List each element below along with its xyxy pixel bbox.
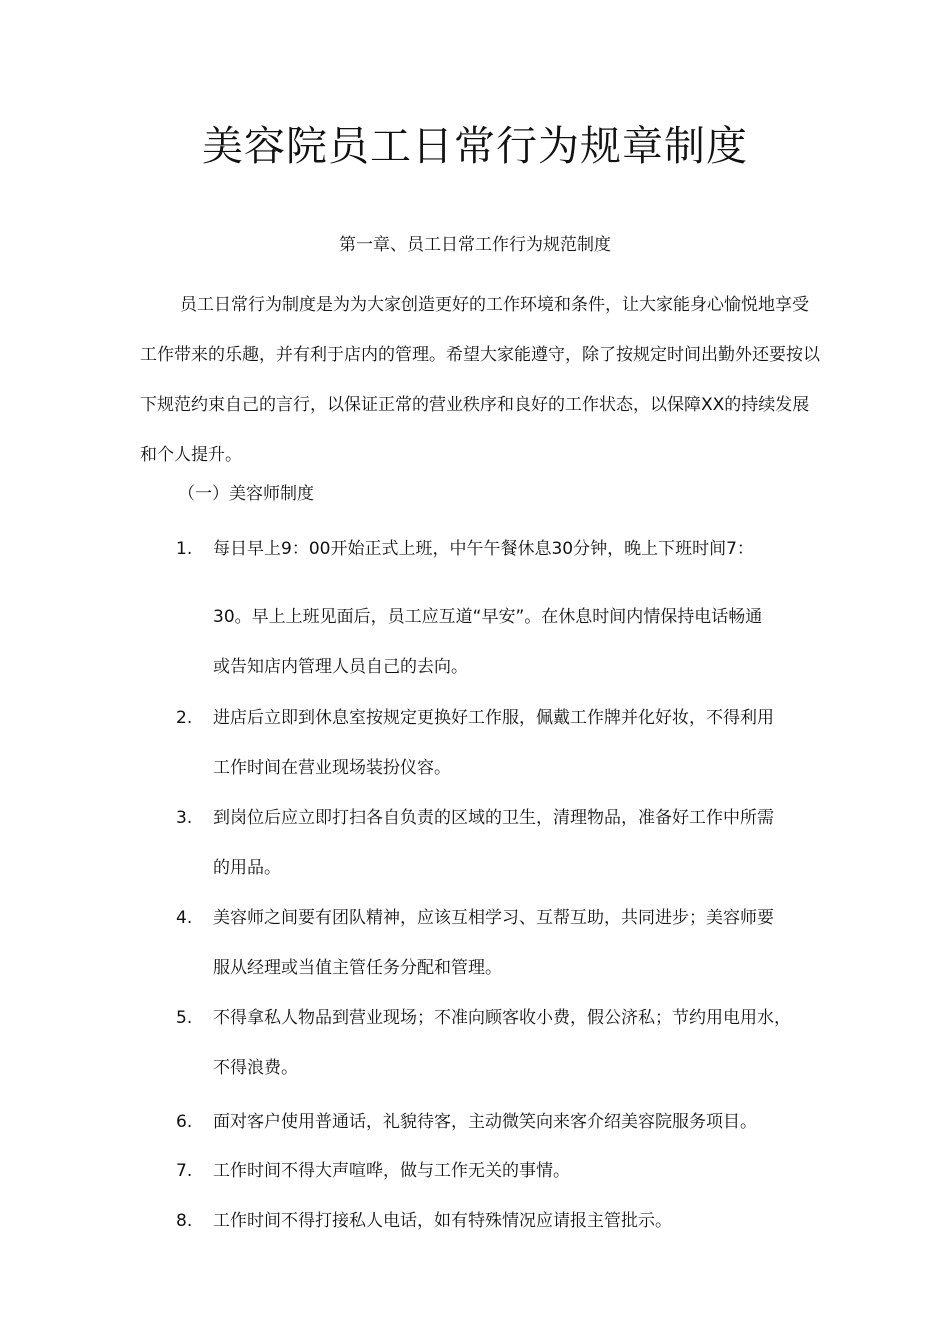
- list-item-number: 1.: [176, 539, 193, 559]
- list-item-number: 4.: [176, 908, 193, 928]
- list-item-text-line: 或告知店内管理人员自己的去向。: [213, 657, 468, 677]
- list-item-text-line: 30。早上上班见面后，员工应互道“早安”。在休息时间内情保持电话畅通: [213, 607, 763, 627]
- list-item-text-line: 面对客户使用普通话，礼貌待客，主动微笑向来客介绍美容院服务项目。: [213, 1112, 757, 1132]
- list-item-number: 2.: [176, 708, 193, 728]
- list-item-number: 5.: [176, 1008, 193, 1028]
- list-item-text-line: 不得浪费。: [213, 1058, 298, 1078]
- list-item-text-line: 工作时间不得打接私人电话，如有特殊情况应请报主管批示。: [213, 1211, 672, 1231]
- list-item-text-line: 到岗位后应立即打扫各自负责的区域的卫生，清理物品，准备好工作中所需: [213, 808, 774, 828]
- list-item-text-line: 服从经理或当值主管任务分配和管理。: [213, 958, 502, 978]
- list-item-text-line: 工作时间不得大声喧哗，做与工作无关的事情。: [213, 1161, 570, 1181]
- list-item-number: 7.: [176, 1161, 193, 1181]
- intro-paragraph: 员工日常行为制度是为为大家创造更好的工作环境和条件，让大家能身心愉悦地享受工作带来的乐趣，并有利于店内的管理。希望大家能遵守，除了按规定时间出勤外还要按以下规范约束自己的言行，以保证正常的营业秩序和良好的工作状态，以保障XX的持续发展和个人提升。: [140, 295, 820, 465]
- chapter-heading: 第一章、员工日常工作行为规范制度: [339, 235, 611, 255]
- list-item-number: 8.: [176, 1211, 193, 1231]
- list-item-text-line: 不得拿私人物品到营业现场；不准向顾客收小费，假公济私；节约用电用水，: [213, 1008, 791, 1028]
- list-item-number: 3.: [176, 808, 193, 828]
- section-heading: （一）美容师制度: [178, 484, 314, 504]
- list-item-number: 6.: [176, 1112, 193, 1132]
- list-item-text-line: 进店后立即到休息室按规定更换好工作服，佩戴工作牌并化好妆，不得利用: [213, 708, 774, 728]
- list-item-text-line: 工作时间在营业现场装扮仪容。: [213, 758, 451, 778]
- list-item-text-line: 的用品。: [213, 858, 281, 878]
- document-title: 美容院员工日常行为规章制度: [202, 122, 748, 170]
- list-item-text-line: 美容师之间要有团队精神，应该互相学习、互帮互助，共同进步；美容师要: [213, 908, 774, 928]
- list-item-text-line: 每日早上9：00开始正式上班，中午午餐休息30分钟，晚上下班时间7：: [213, 539, 754, 559]
